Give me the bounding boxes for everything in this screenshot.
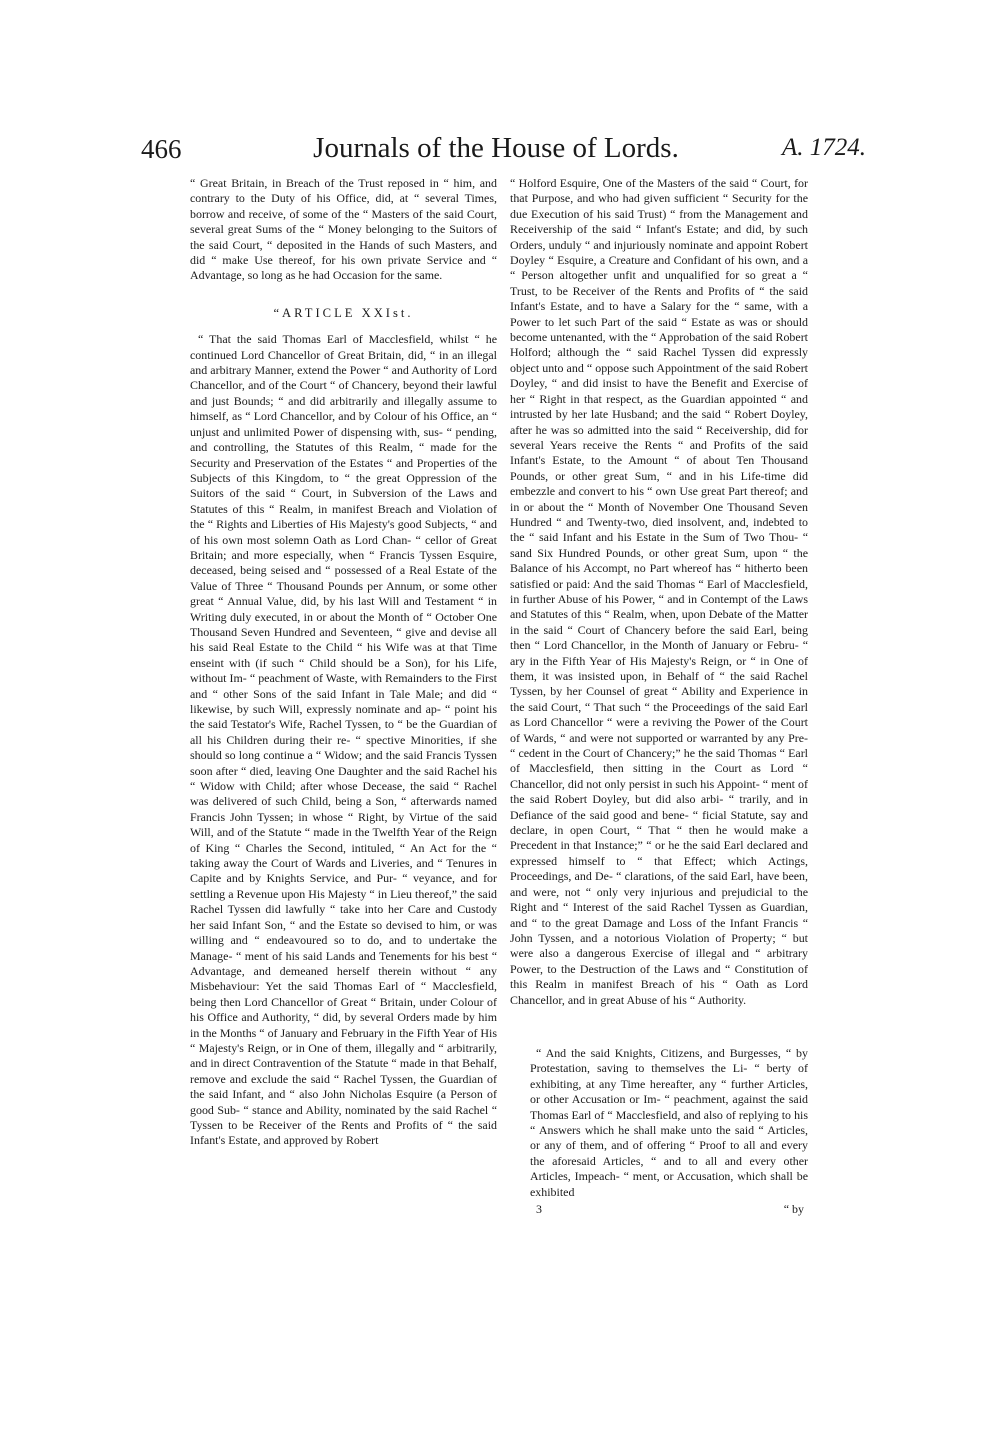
page-footer	[510, 1202, 808, 1218]
right-column	[510, 176, 808, 1218]
year-heading: A. 1724.	[781, 134, 866, 161]
left-column	[190, 176, 497, 1149]
running-title: Journals of the House of Lords.	[313, 132, 679, 164]
catchword: “ by	[783, 1202, 804, 1216]
right-paragraph-1: “ Holford Esquire, One of the Masters of the said “ Court, for that Purpose, and who had given sufficient “ Security for the due Execution of his said Trust) “ from the Management and Receivership of the said “ Infant's Estate; and did, by such Orders, unduly “ and injuriously nominate and appoint Robert Doyley “ Esquire, a Creature and Confidant of his own, and a “ Person altogether unfit and unqualified for so great a “ Trust, to be Receiver of the Rents and Profits of “ the said Infant's Estate, and to have a Salary for the “ same, with a Power to let such Part of the said “ Estate as was or should become untenanted, with the “ Approbation of the said Robert Holford; although the “ said Rachel Tyssen did expressly object unto and “ oppose such Appointment of the said Robert Doyley, “ and did insist to have the Benefit and Exercise of her “ Right in that respect, as the Guardian appointed “ and intrusted by her late Husband; and the said “ Robert Doyley, after he was so admitted into the said “ Receivership, did for several Years receive the Rents “ and Profits of the said Infant's Estate, to the Amount “ of about Ten Thousand Pounds, or other great Sum, “ and in his Life-time did embezzle and convert to his “ own Use great Part thereof; and in or about the “ Month of November One Thousand Seven Hundred “ and Twenty-two, died insolvent, and, indebted to the “ said Infant and his Estate in the Sum of Two Thou- “ sand Six Hundred Pounds, or other great Sum, upon “ the Balance of his Accompt, no Part whereof has “ hitherto been satisfied or paid: And the said Thomas “ Earl of Macclesfield, in further Abuse of his Power, “ and in Contempt of the Laws and Statutes of this “ Realm, when, upon Debate of the Matter in the said “ Court of Chancery before the said Earl, being then “ Lord Chancellor, in the Month of January or Febru- “ ary in the Fifth Year of His Majesty's Reign, or “ in One of them, it was insisted upon, in Behalf of “ the said Rachel Tyssen, by her Counsel of great “ Ability and Experience in the said Court, “ That such “ the Proceedings of the said Earl as Lord Chancellor “ were a reviving the Power of the Court of Wards, “ and were not supported or warranted by any Pre- “ cedent in the Court of Chancery;” he the said Thomas “ Earl of Macclesfield, then sitting in the Court as Lord “ Chancellor, did not only persist in such his Appoint- “ ment of the said Robert Doyley, but did also arbi- “ trarily, and in Defiance of the said good and bene- “ ficial Statute, say and declare, in open Court, “ That “ then he would make a Precedent in that Instance;” “ or he the said Earl declared and expressed himself to “ that Effect; which Actings, Proceedings, and De- “ clarations, of the said Earl, have been, and were, not “ only very injurious and prejudicial to the Right and “ Interest of the said Rachel Tyssen as Guardian, and “ to the great Damage and Loss of the Infant Francis “ John Tyssen, and a notorious Violation of Property; “ but were also a dangerous Exercise of illegal and “ arbitrary Power, to the Destruction of the Laws and “ Constitution of this Realm in manifest Breach of his “ Oath as Lord Chancellor, and in great Abuse of his “ Authority.	[510, 176, 808, 1007]
left-paragraph-2: “ That the said Thomas Earl of Macclesfield, whilst “ he continued Lord Chancellor of Great Britain, did, “ in an illegal and arbitrary Manner, extend the Power “ and Authority of Lord Chancellor, and of the Court “ of Chancery, beyond their lawful and just Bounds; “ and did arbitrarily and illegally assume to himself, as “ Lord Chancellor, and by Colour of his Office, an “ unjust and unlimited Power of dispensing with, sus- “ pending, and controlling, the Statutes of this Realm, “ made for the Security and Preservation of the Estates “ and Properties of the Subjects of this Kingdom, to “ the great Oppression of the Suitors of the said “ Court, in Subversion of the Laws and Statutes of this “ Realm, in manifest Breach and Violation of the “ Rights and Liberties of His Majesty's good Subjects, “ and of his own most solemn Oath as Lord Chan- “ cellor of Great Britain; and more especially, when “ Francis Tyssen Esquire, deceased, being seised and “ possessed of a Real Estate of the Value of Three “ Thousand Pounds per Annum, or some other great “ Annual Value, did, by his last Will and Testament “ in Writing duly executed, in or about the Month of “ October One Thousand Seven Hundred and Seventeen, “ give and devise all his said Real Estate to the Child “ his Wife was at that Time enseint with (if such “ Child should be a Son), for his Life, without Im- “ peachment of Waste, with Remainders to the First and “ other Sons of the said Infant in Tale Male; and did “ likewise, by such Will, expressly nominate and ap- “ point his the said Testator's Wife, Rachel Tyssen, to “ be the Guardian of all his Children during their re- “ spective Minorities, if she should so long continue a “ Widow; and the said Francis Tyssen soon after “ died, leaving One Daughter and the said Rachel his “ Widow with Child; after whose Decease, the said “ Rachel was delivered of such Child, being a Son, “ afterwards named Francis John Tyssen; in whose “ Right, by Virtue of the said Will, and of the Statute “ made in the Twelfth Year of the Reign of King “ Charles the Second, intituled, “ An Act for the “ taking away the Court of Wards and Liveries, and “ Tenures in Capite and by Knights Service, and Pur- “ veyance, and for settling a Revenue upon His Majesty “ in Lieu thereof,” the said Rachel Tyssen did lawfully “ take into her Care and Custody her said Infant Son, “ and the Estate so devised to him, or was willing and “ endeavoured so to do, and to undertake the Manage- “ ment of his said Lands and Tenements for his best “ Advantage, and demeaned herself therein without “ any Misbehaviour: Yet the said Thomas Earl of “ Macclesfield, being then Lord Chancellor of Great “ Britain, under Colour of his Office and Authority, “ did, by several Orders made by him in the Months “ of January and February in the Fifth Year of His “ Majesty's Reign, or in One of them, illegally and “ arbitrarily, and in direct Contravention of the Statute “ made in that Behalf, remove and exclude the said “ Rachel Tyssen, the Guardian of the said Infant, and “ also John Nicholas Esquire (a Person of good Sub- “ stance and Ability, nominated by the said Rachel “ Tyssen to be Receiver of the Rents and Profits of “ the said Infant's Estate, and approved by Robert	[190, 332, 498, 1148]
page-number: 466	[141, 134, 182, 164]
left-paragraph-1: “ Great Britain, in Breach of the Trust reposed in “ him, and contrary to the Duty of his Office, did, at “ several Times, borrow and receive, of some of the “ Masters of the said Court, several great Sums of the “ Money belonging to the Suitors of the said Court, “ deposited in the Hands of such Masters, and did “ make Use thereof, for his own private Service and “ Advantage, so long as he had Occasion for the same.	[190, 176, 497, 283]
closing-paragraph: “ And the said Knights, Citizens, and Burgesses, “ by Protestation, saving to themselves the Li- “ berty of exhibiting, at any Time hereafter, any “ further Articles, or other Accusation or Im- “ peachment, against the said Thomas Earl of “ Macclesfield, and also of replying to his “ Answers which he shall make unto the said “ Articles, or any of them, and of offering “ Proof to all and every the aforesaid Articles, “ and to all and every other Articles, Impeach- “ ment, or Accusation, which shall be exhibited	[530, 1045, 808, 1199]
signature-mark: 3	[536, 1202, 542, 1216]
article-heading: “ARTICLE XXIst.	[273, 305, 414, 320]
